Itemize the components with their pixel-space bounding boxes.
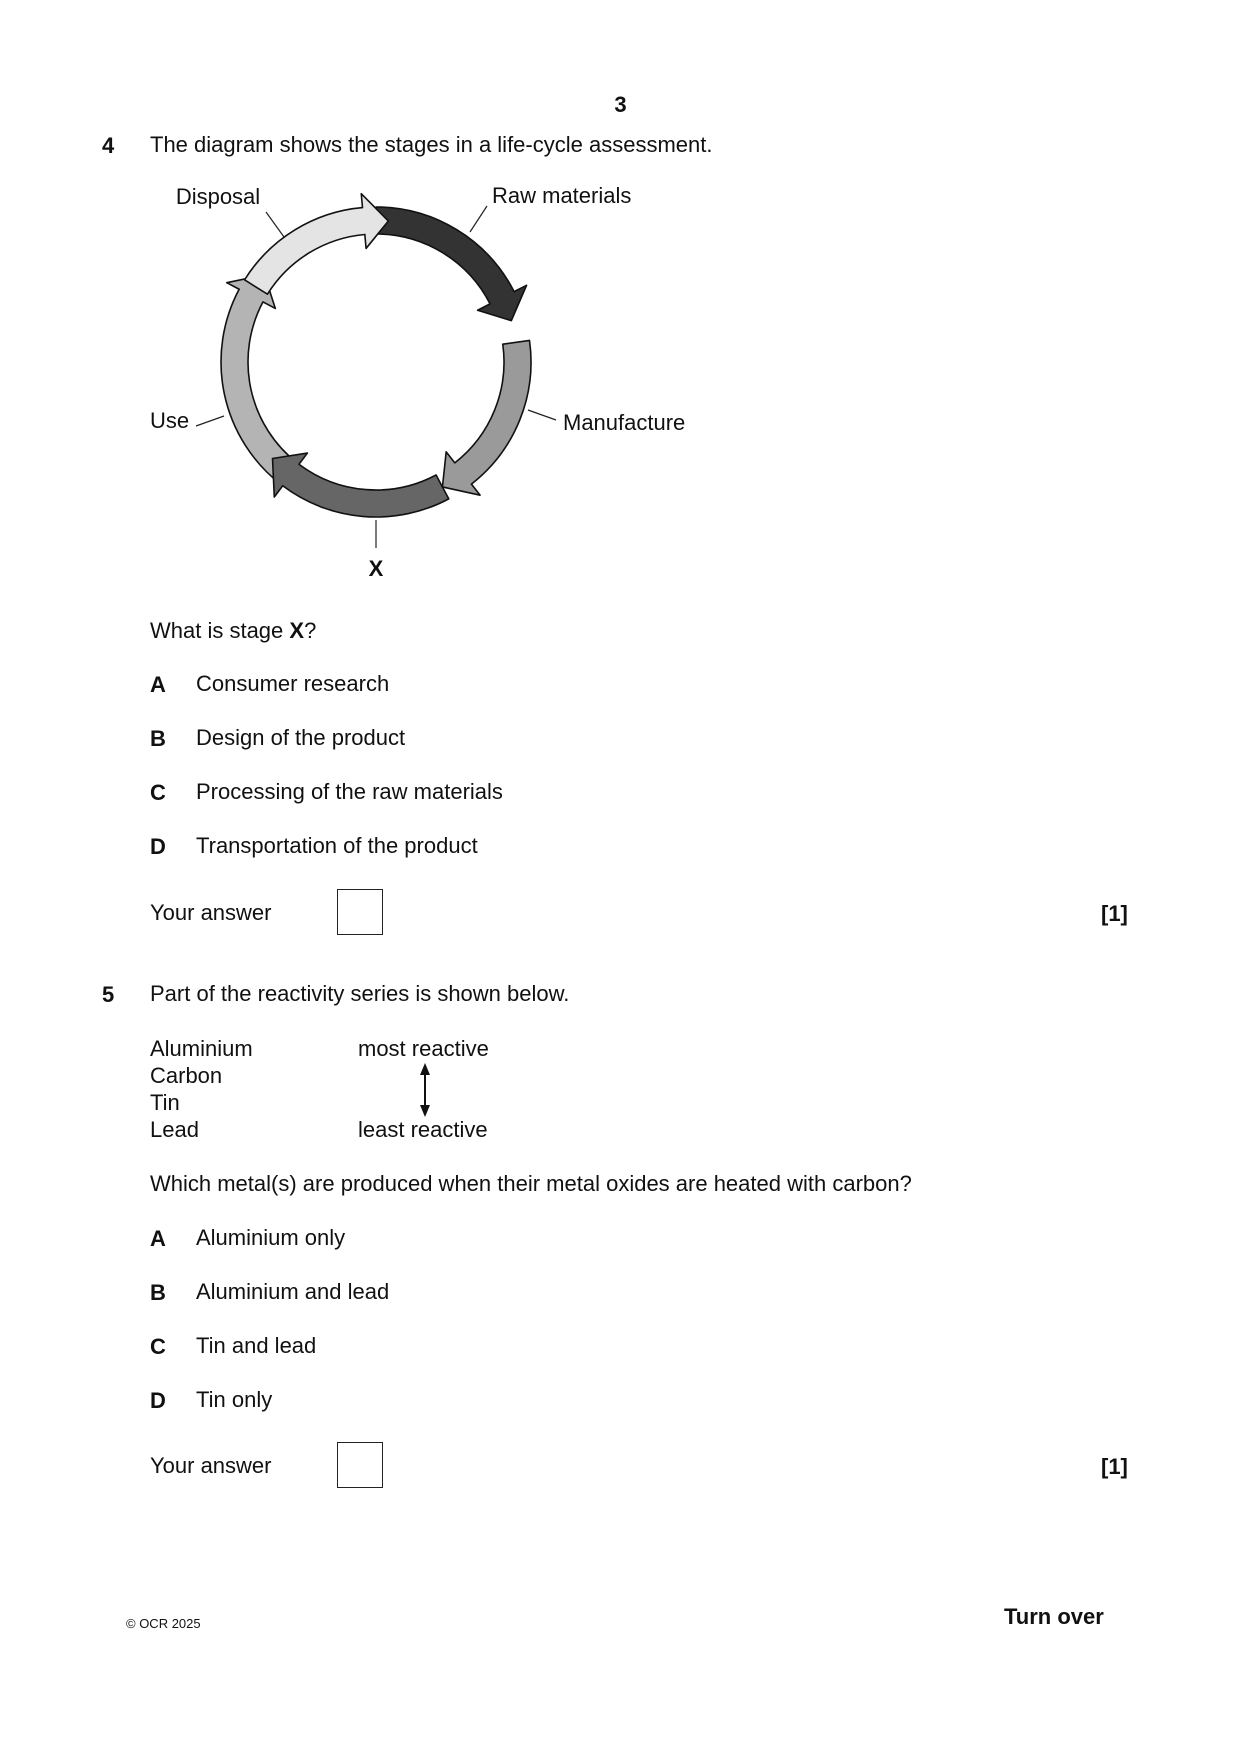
question-5-number: 5 [102, 982, 115, 1007]
label-manufacture: Manufacture [563, 410, 686, 435]
question-5-stem: Part of the reactivity series is shown below. [150, 981, 570, 1006]
question-4-number: 4 [102, 133, 115, 158]
most-reactive-label: most reactive [358, 1036, 489, 1061]
q5-option-c-letter: C [150, 1334, 166, 1359]
life-cycle-diagram [0, 0, 1241, 600]
q5-answer-label: Your answer [150, 1453, 272, 1478]
q5-option-a-letter: A [150, 1226, 166, 1251]
metal-tin: Tin [150, 1090, 180, 1115]
q4-option-a-text: Consumer research [196, 671, 390, 696]
manufacture-arrow [442, 340, 531, 495]
q4-option-a-letter: A [150, 672, 166, 697]
question-4-prompt-suffix: ? [304, 618, 317, 643]
q4-option-c-letter: C [150, 780, 166, 805]
q5-marks: [1] [1101, 1454, 1128, 1479]
question-4-prompt-prefix: What is stage [150, 618, 290, 643]
q4-answer-label: Your answer [150, 900, 272, 925]
question-5-prompt: Which metal(s) are produced when their metal oxides are heated with carbon? [150, 1171, 912, 1196]
q4-option-b-letter: B [150, 726, 166, 751]
least-reactive-label: least reactive [358, 1117, 488, 1142]
use-arrow [221, 275, 297, 484]
label-raw-materials: Raw materials [492, 183, 632, 208]
use-leader-line [196, 416, 224, 426]
q5-option-c-text: Tin and lead [196, 1333, 317, 1358]
label-disposal: Disposal [175, 184, 261, 209]
q5-answer-box[interactable] [337, 1442, 383, 1488]
manufacture-leader-line [528, 410, 556, 420]
disposal-arrow [245, 194, 389, 295]
label-use: Use [150, 408, 190, 433]
page-number: 3 [614, 92, 627, 117]
q4-answer-box[interactable] [337, 889, 383, 935]
q5-option-d-letter: D [150, 1388, 166, 1413]
metal-lead: Lead [150, 1117, 199, 1142]
turn-over-label: Turn over [1004, 1604, 1104, 1629]
metal-aluminium: Aluminium [150, 1036, 253, 1061]
q5-option-d-text: Tin only [196, 1387, 273, 1412]
q4-marks: [1] [1101, 901, 1128, 926]
q5-option-b-text: Aluminium and lead [196, 1279, 390, 1304]
q4-option-d-text: Transportation of the product [196, 833, 478, 858]
x-stage-arrow [273, 453, 449, 517]
q4-option-c-text: Processing of the raw materials [196, 779, 503, 804]
metal-carbon: Carbon [150, 1063, 223, 1088]
disposal-leader-line [266, 212, 284, 237]
question-4-prompt [150, 618, 316, 644]
copyright-notice: © OCR 2025 [126, 1616, 201, 1631]
q4-option-d-letter: D [150, 834, 166, 859]
question-4-prompt-stage: X [289, 618, 305, 643]
raw-materials-leader-line [470, 206, 487, 232]
q5-option-b-letter: B [150, 1280, 166, 1305]
q5-option-a-text: Aluminium only [196, 1225, 346, 1250]
label-x: X [368, 556, 384, 581]
q4-option-b-text: Design of the product [196, 725, 406, 750]
raw-materials-arrow [376, 207, 527, 321]
question-4-stem: The diagram shows the stages in a life-cycle assessment. [150, 132, 713, 157]
reactivity-double-arrow-icon [414, 1062, 436, 1118]
